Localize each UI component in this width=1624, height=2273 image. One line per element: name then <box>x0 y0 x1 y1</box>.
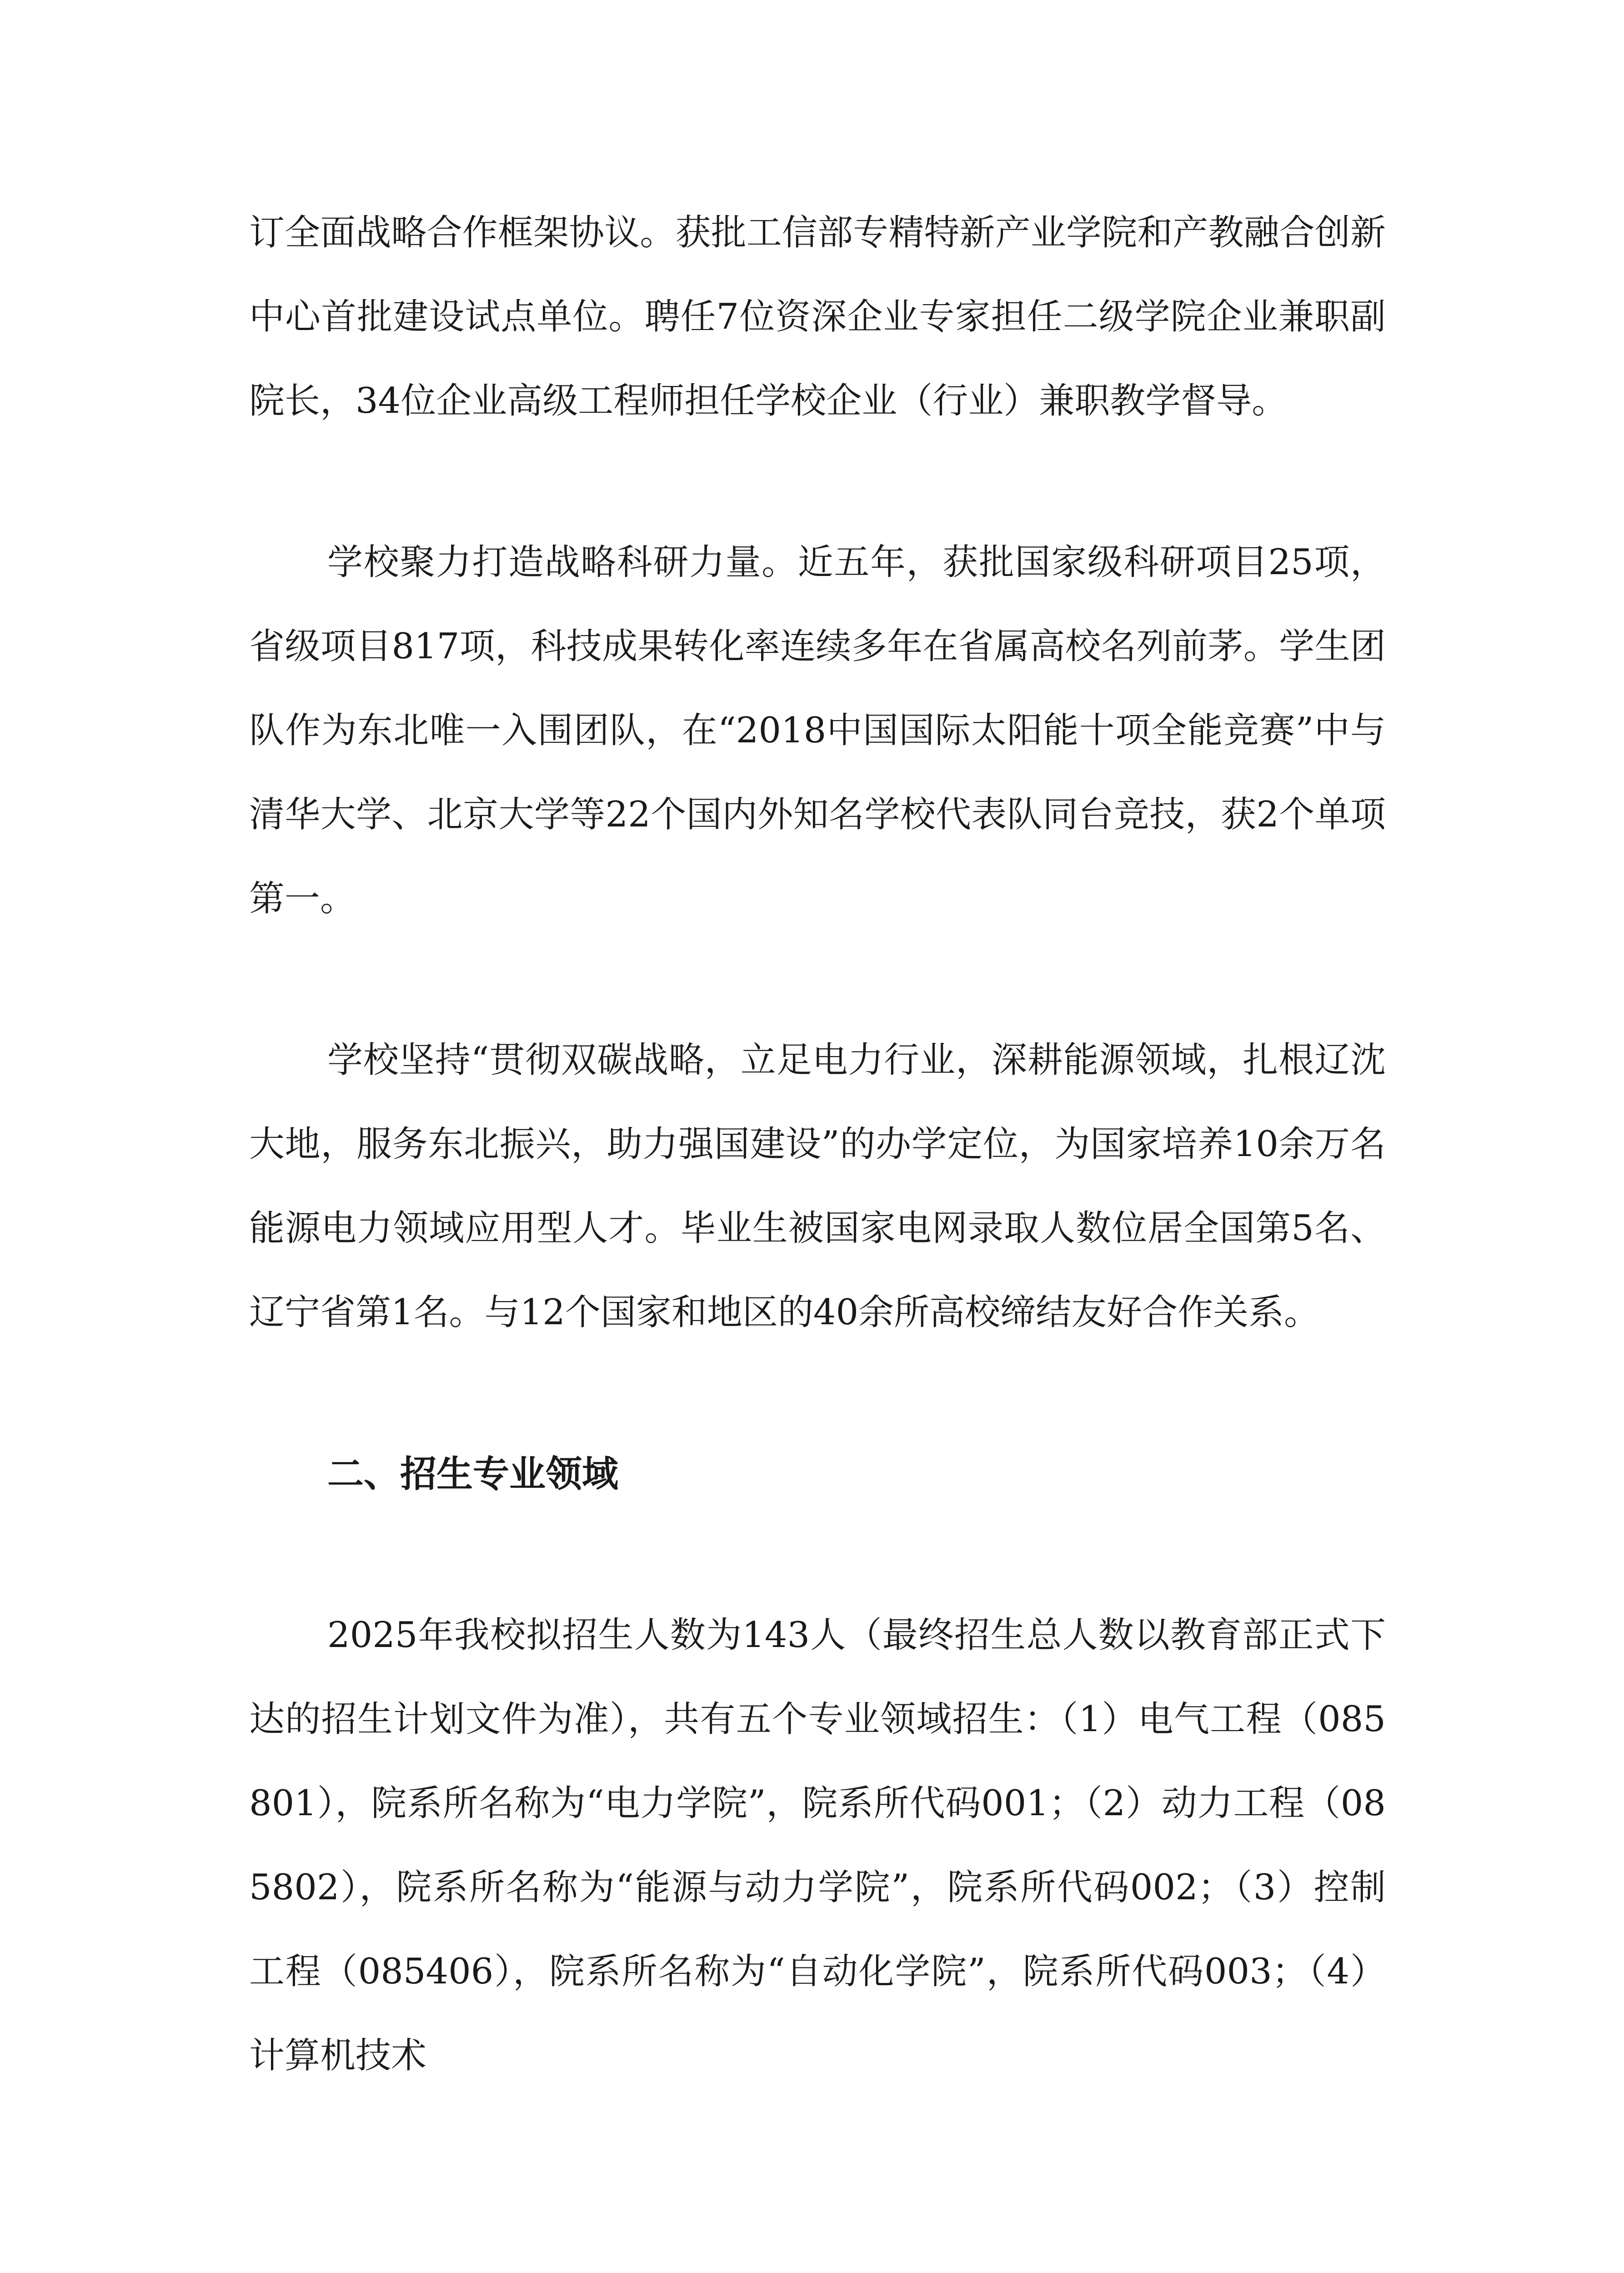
document-body <box>249 191 1386 2175</box>
section-heading-enrollment-fields: 二、招生专业领域 <box>327 1453 618 1495</box>
paragraph-research: 学校聚力打造战略科研力量。近五年，获批国家级科研项目25项，省级项目817项，科技成果转化率连续多年在省属高校名列前茅。学生团队作为东北唯一入围团队，在“2018中国国际太阳能十项全能竞赛”中与清华大学、北京大学等22个国内外知名学校代表队同台竞技，获2个单项第一。 <box>249 542 1386 919</box>
paragraph-cooperation: 订全面战略合作框架协议。获批工信部专精特新产业学院和产教融合创新中心首批建设试点单位。聘任7位资深企业专家担任二级学院企业兼职副院长，34位企业高级工程师担任学校企业（行业）兼职教学督导。 <box>249 212 1386 421</box>
paragraph-enrollment: 2025年我校拟招生人数为143人（最终招生总人数以教育部正式下达的招生计划文件为准），共有五个专业领域招生：（1）电气工程（085801），院系所名称为“电力学院”，院系所代码001；（2）动力工程（085802），院系所名称为“能源与动力学院”，院系所代码002；（3）控制工程（085406），院系所名称为“自动化学院”，院系所代码003；（4）计算机技术 <box>249 1615 1386 2076</box>
paragraph-positioning: 学校坚持“贯彻双碳战略，立足电力行业，深耕能源领域，扎根辽沈大地，服务东北振兴，助力强国建设”的办学定位，为国家培养10余万名能源电力领域应用型人才。毕业生被国家电网录取人数位居全国第5名、辽宁省第1名。与12个国家和地区的40余所高校缔结友好合作关系。 <box>249 1040 1386 1333</box>
